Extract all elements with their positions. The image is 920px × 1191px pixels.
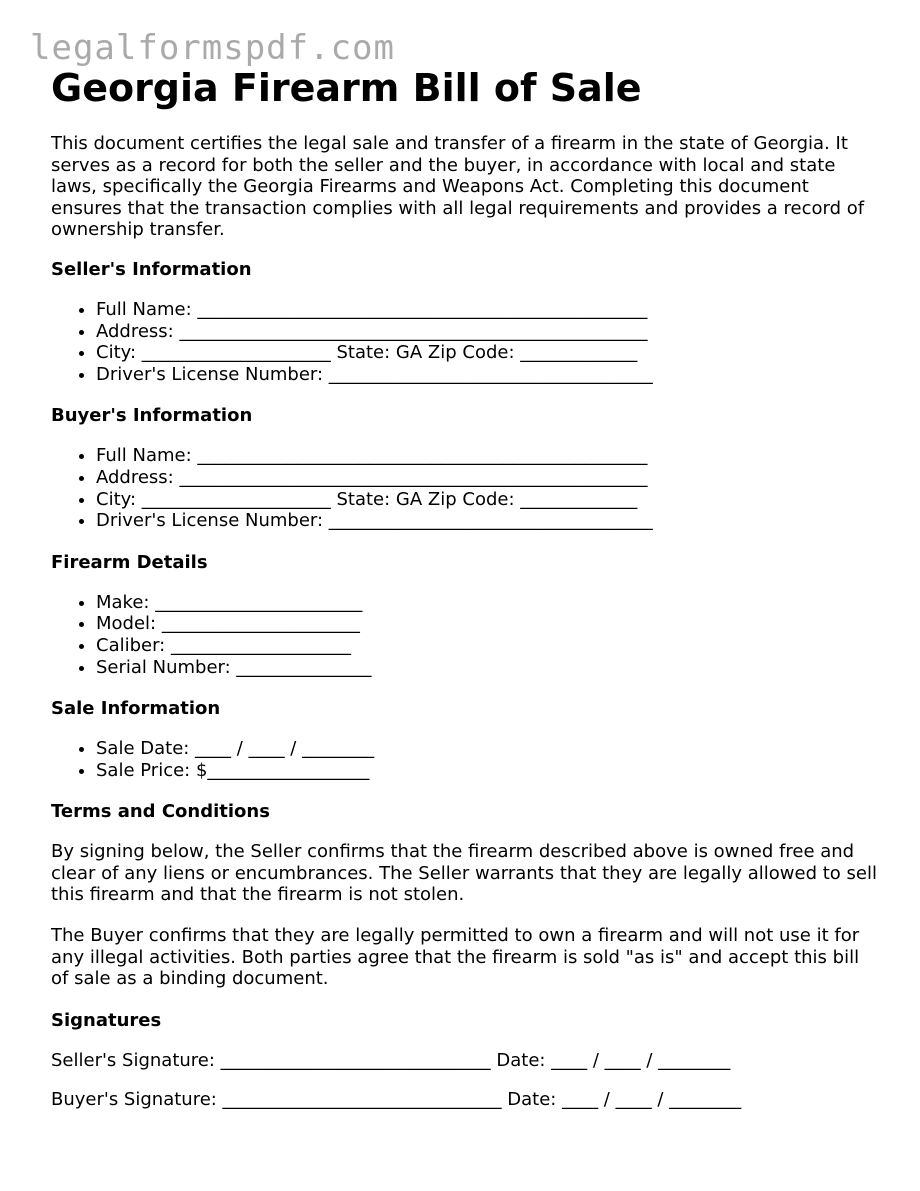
seller-address-field[interactable]: • Address: ____________________________________________________: [96, 321, 881, 343]
document-page: [51, 64, 881, 1111]
firearm-list: [51, 592, 881, 678]
seller-city-state-zip-field[interactable]: • City: _____________________ State: GA Zip Code: _____________: [96, 342, 881, 364]
terms-paragraph-buyer: The Buyer confirms that they are legally permitted to own a firearm and will not use it for any illegal activities. Both parties agree that the firearm is sold "as is" and accept this bill of sale as a binding document.: [51, 925, 860, 990]
seller-full-name-field[interactable]: • Full Name: __________________________________________________: [96, 299, 881, 321]
signatures-heading: Signatures: [51, 1009, 162, 1031]
firearm-caliber-field[interactable]: • Caliber: ____________________: [96, 635, 881, 657]
sale-heading: Sale Information: [51, 698, 221, 720]
page-title: Georgia Firearm Bill of Sale: [51, 66, 642, 110]
buyer-city-state-zip-field[interactable]: • City: _____________________ State: GA Zip Code: _____________: [96, 489, 881, 511]
intro-paragraph: This document certifies the legal sale and transfer of a firearm in the state of Georgia. It serves as a record for both the seller and the buyer, in accordance with local and state laws, specifically the Georgia Firearms and Weapons Act. Completing this document ensures that the transaction complies with all legal requirements and provides a record of ownership transfer.: [51, 133, 865, 241]
firearm-heading: Firearm Details: [51, 551, 208, 573]
sale-date-field[interactable]: • Sale Date: ____ / ____ / ________: [96, 738, 881, 760]
firearm-model-field[interactable]: • Model: ______________________: [96, 613, 881, 635]
firearm-make-field[interactable]: • Make: _______________________: [96, 592, 881, 614]
terms-heading: Terms and Conditions: [51, 801, 270, 823]
buyer-heading: Buyer's Information: [51, 405, 253, 427]
buyer-list: [51, 445, 881, 531]
seller-license-field[interactable]: • Driver's License Number: ____________________________________: [96, 364, 881, 386]
buyer-address-field[interactable]: • Address: ____________________________________________________: [96, 467, 881, 489]
buyer-full-name-field[interactable]: • Full Name: __________________________________________________: [96, 445, 881, 467]
seller-heading: Seller's Information: [51, 258, 252, 280]
sale-price-field[interactable]: • Sale Price: $__________________: [96, 760, 881, 782]
watermark: legalformspdf.com: [30, 28, 395, 68]
terms-paragraph-seller: By signing below, the Seller confirms that the firearm described above is owned free and clear of any liens or encumbrances. The Seller warrants that they are legally allowed to sell this firearm and that the firearm is not stolen.: [51, 841, 877, 906]
buyer-signature-line[interactable]: Buyer's Signature: _______________________________ Date: ____ / ____ / ________: [51, 1089, 742, 1111]
seller-signature-line[interactable]: Seller's Signature: ______________________________ Date: ____ / ____ / ________: [51, 1049, 731, 1071]
seller-list: [51, 299, 881, 385]
firearm-serial-field[interactable]: • Serial Number: _______________: [96, 657, 881, 679]
buyer-license-field[interactable]: • Driver's License Number: ____________________________________: [96, 510, 881, 532]
sale-list: [51, 738, 881, 781]
